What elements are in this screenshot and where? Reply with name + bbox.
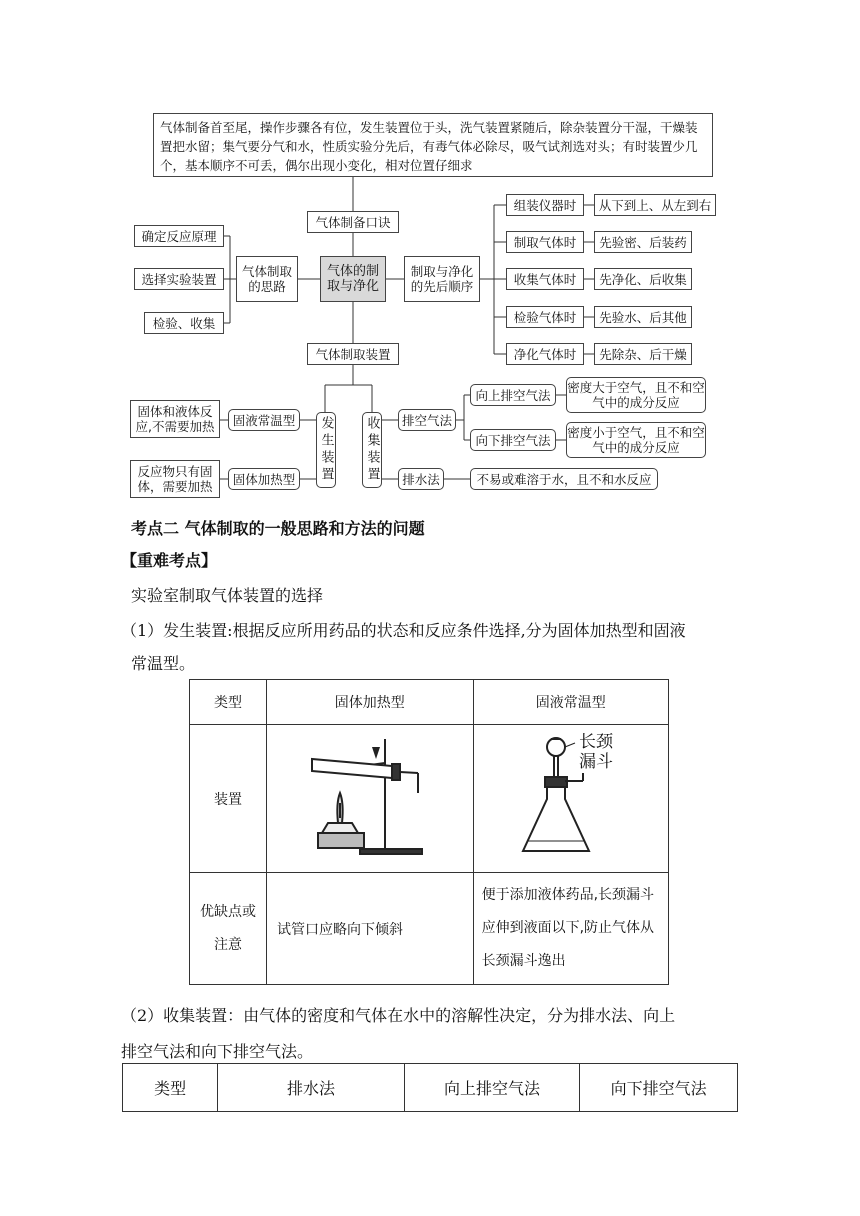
order-step-box: 检验气体时 [506,306,584,328]
solid-heating-apparatus-illustration [300,733,440,861]
order-rule-box: 从下到上、从左到右 [594,194,716,216]
order-rule-box: 先验密、后装药 [594,231,692,253]
funnel-label-line-1: 长颈 [578,732,613,752]
gen-condition-box: 反应物只有固体，需要加热 [130,460,220,498]
thinking-item-box: 确定反应原理 [134,225,224,247]
order-rule-box: 先除杂、后干燥 [594,343,692,365]
paragraph-1-line-2: 常温型。 [131,654,196,673]
solid-heating-note: 试管口应略向下倾斜 [267,873,474,985]
thinking-item-box: 检验、收集 [144,312,224,334]
gen-type-box: 固液常温型 [228,409,300,431]
paiqi-note-box: 密度大于空气，且不和空气中的成分反应 [566,377,706,413]
order-step-box: 净化气体时 [506,343,584,365]
order-rule-box: 先验水、后其他 [594,306,692,328]
shouji-box: 收集装置 [362,412,382,488]
paiqi-item-box: 向下排空气法 [470,429,556,451]
paishui-note-box: 不易或难溶于水，且不和水反应 [470,468,658,490]
paragraph-1-line-1: （1）发生装置:根据反应所用药品的状态和反应条件选择,分为固体加热型和固液 [121,621,686,640]
gen-type-box: 固体加热型 [228,468,300,490]
header-solid-liquid: 固液常温型 [473,680,668,725]
row-label-notes: 优缺点或注意 [190,873,267,985]
order-step-box: 制取气体时 [506,231,584,253]
paiqi-box: 排空气法 [398,409,456,431]
mindmap-connectors [0,0,860,510]
header-type: 类型 [190,680,267,725]
fasheng-box: 发生装置 [316,412,336,488]
funnel-label-line-2: 漏斗 [578,751,613,772]
thinking-box: 气体制取的思路 [236,256,298,302]
paragraph-2-line-1: （2）收集装置：由气体的密度和气体在水中的溶解性决定，分为排水法、向上 [121,1006,676,1025]
order-step-box: 组装仪器时 [506,194,584,216]
paiqi-note-box: 密度小于空气，且不和空气中的成分反应 [566,422,706,458]
paishui-box: 排水法 [398,468,444,490]
center-topic-box: 气体的制取与净化 [320,256,386,302]
solid-liquid-note: 便于添加液体药品,长颈漏斗应伸到液面以下,防止气体从长颈漏斗逸出 [473,873,668,985]
order-rule-box: 先净化、后收集 [594,268,692,290]
header-downward-air: 向下排空气法 [580,1064,738,1112]
gen-condition-box: 固体和液体反应,不需要加热 [130,400,220,438]
section-subheading: 【重难考点】 [121,551,218,570]
header-water: 排水法 [218,1064,404,1112]
intro-line: 实验室制取气体装置的选择 [131,586,324,605]
order-box: 制取与净化的先后顺序 [404,256,480,302]
mnemonic-text-box: 气体制备首至尾，操作步骤各有位，发生装置位于头，洗气装置紧随后，除杂装置分干湿，干燥装置把水留；集气要分气和水，性质实验分先后，有毒气体必除尽，吸气试剂选对头；有时装置少几个，基本顺序不可丢，偶尔出现小变化，相对位置仔细求 [153,113,713,177]
header-upward-air: 向上排空气法 [404,1064,580,1112]
generator-table [189,679,669,985]
paiqi-item-box: 向上排空气法 [470,384,556,406]
apparatus-box: 气体制取装置 [307,343,399,365]
solid-heating-apparatus-cell [267,725,474,873]
row-label-device: 装置 [190,725,267,873]
header-solid-heating: 固体加热型 [267,680,474,725]
paragraph-2-line-2: 排空气法和向下排空气法。 [121,1042,314,1061]
thinking-item-box: 选择实验装置 [134,268,224,290]
section-heading: 考点二 气体制取的一般思路和方法的问题 [131,519,425,538]
order-step-box: 收集气体时 [506,268,584,290]
header-type: 类型 [123,1064,218,1112]
collection-table [122,1063,738,1112]
kouju-box: 气体制备口诀 [307,211,399,233]
solid-liquid-apparatus-cell [473,725,668,873]
solid-liquid-apparatus-illustration [511,733,631,861]
